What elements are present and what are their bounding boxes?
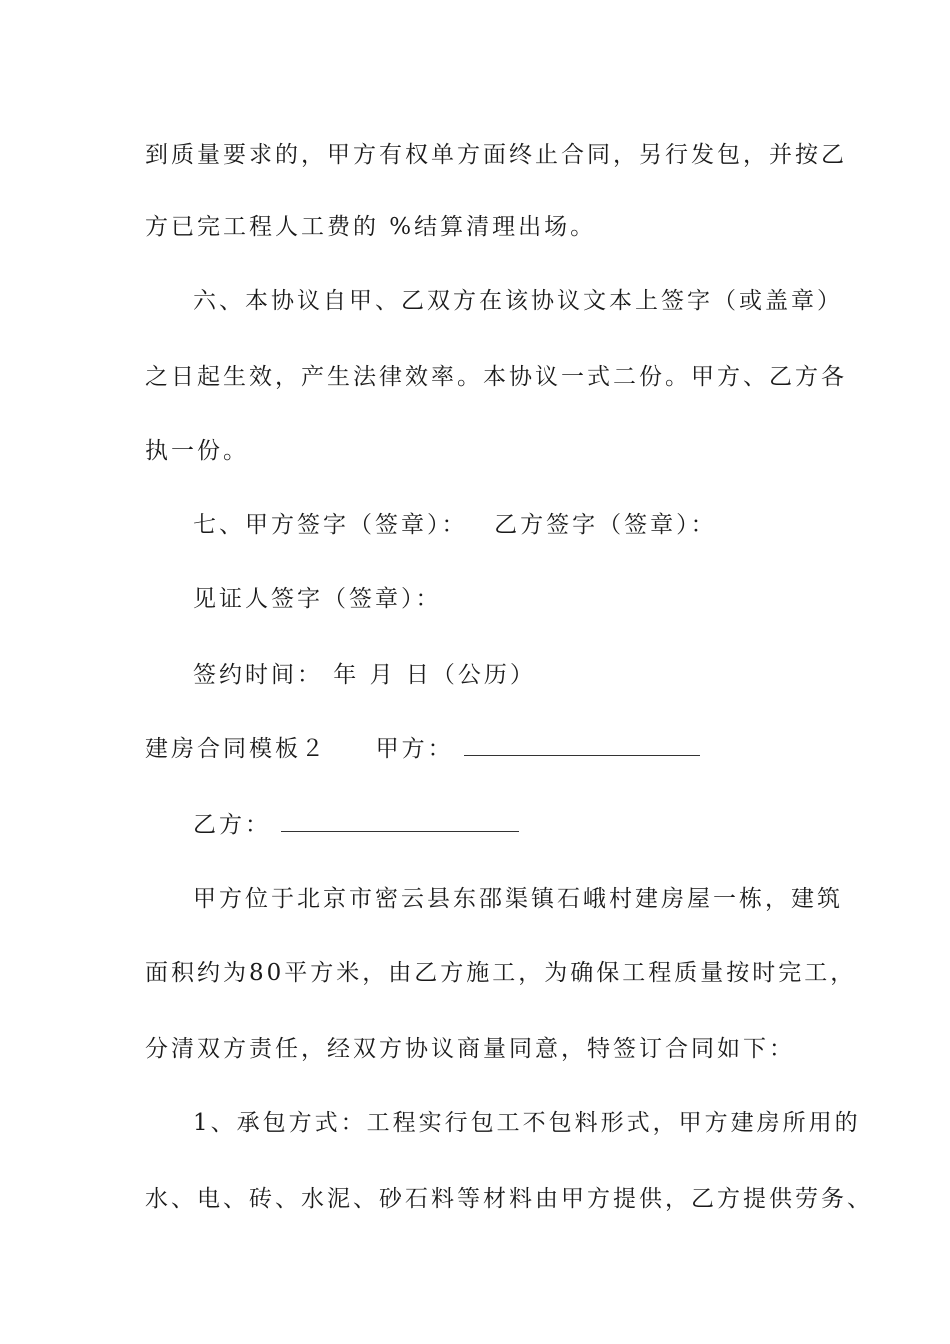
witness-signature-label: 见证人签字（签章）：	[193, 586, 442, 612]
paragraph-6-line-2: 之日起生效，产生法律效率。本协议一式二份。甲方、乙方各	[145, 364, 847, 390]
party-a-blank	[464, 735, 700, 756]
party-b-signature-label: 乙方签字（签章）：	[494, 512, 717, 538]
paragraph-5-line-1: 到质量要求的，甲方有权单方面终止合同，另行发包，并按乙	[145, 142, 847, 168]
party-b-blank	[281, 811, 519, 832]
template-2-heading: 建房合同模板２	[145, 736, 327, 762]
signature-line	[193, 510, 717, 540]
signing-date-label: 签约时间： 年 月 日（公历）	[193, 662, 536, 688]
clause-1-line-1: 1、承包方式：工程实行包工不包料形式，甲方建房所用的	[193, 1110, 861, 1136]
paragraph-5-line-2: 方已完工程人工费的 %结算清理出场。	[145, 214, 597, 240]
intro-line-1: 甲方位于北京市密云县东邵渠镇石峨村建房屋一栋，建筑	[193, 886, 843, 912]
party-b-line	[193, 810, 519, 840]
paragraph-6-line-1: 六、本协议自甲、乙双方在该协议文本上签字（或盖章）	[193, 288, 843, 314]
intro-line-2: 面积约为80平方米，由乙方施工，为确保工程质量按时完工，	[145, 960, 857, 986]
party-a-signature-label: 七、甲方签字（签章）：	[193, 512, 468, 538]
party-a-label: 甲方：	[375, 736, 454, 762]
intro-line-3: 分清双方责任，经双方协议商量同意，特签订合同如下：	[145, 1036, 795, 1062]
party-b-label: 乙方：	[193, 812, 271, 838]
template-2-heading-line	[145, 734, 700, 764]
clause-1-line-2: 水、电、砖、水泥、砂石料等材料由甲方提供，乙方提供劳务、	[145, 1186, 873, 1212]
paragraph-6-line-3: 执一份。	[145, 438, 249, 464]
